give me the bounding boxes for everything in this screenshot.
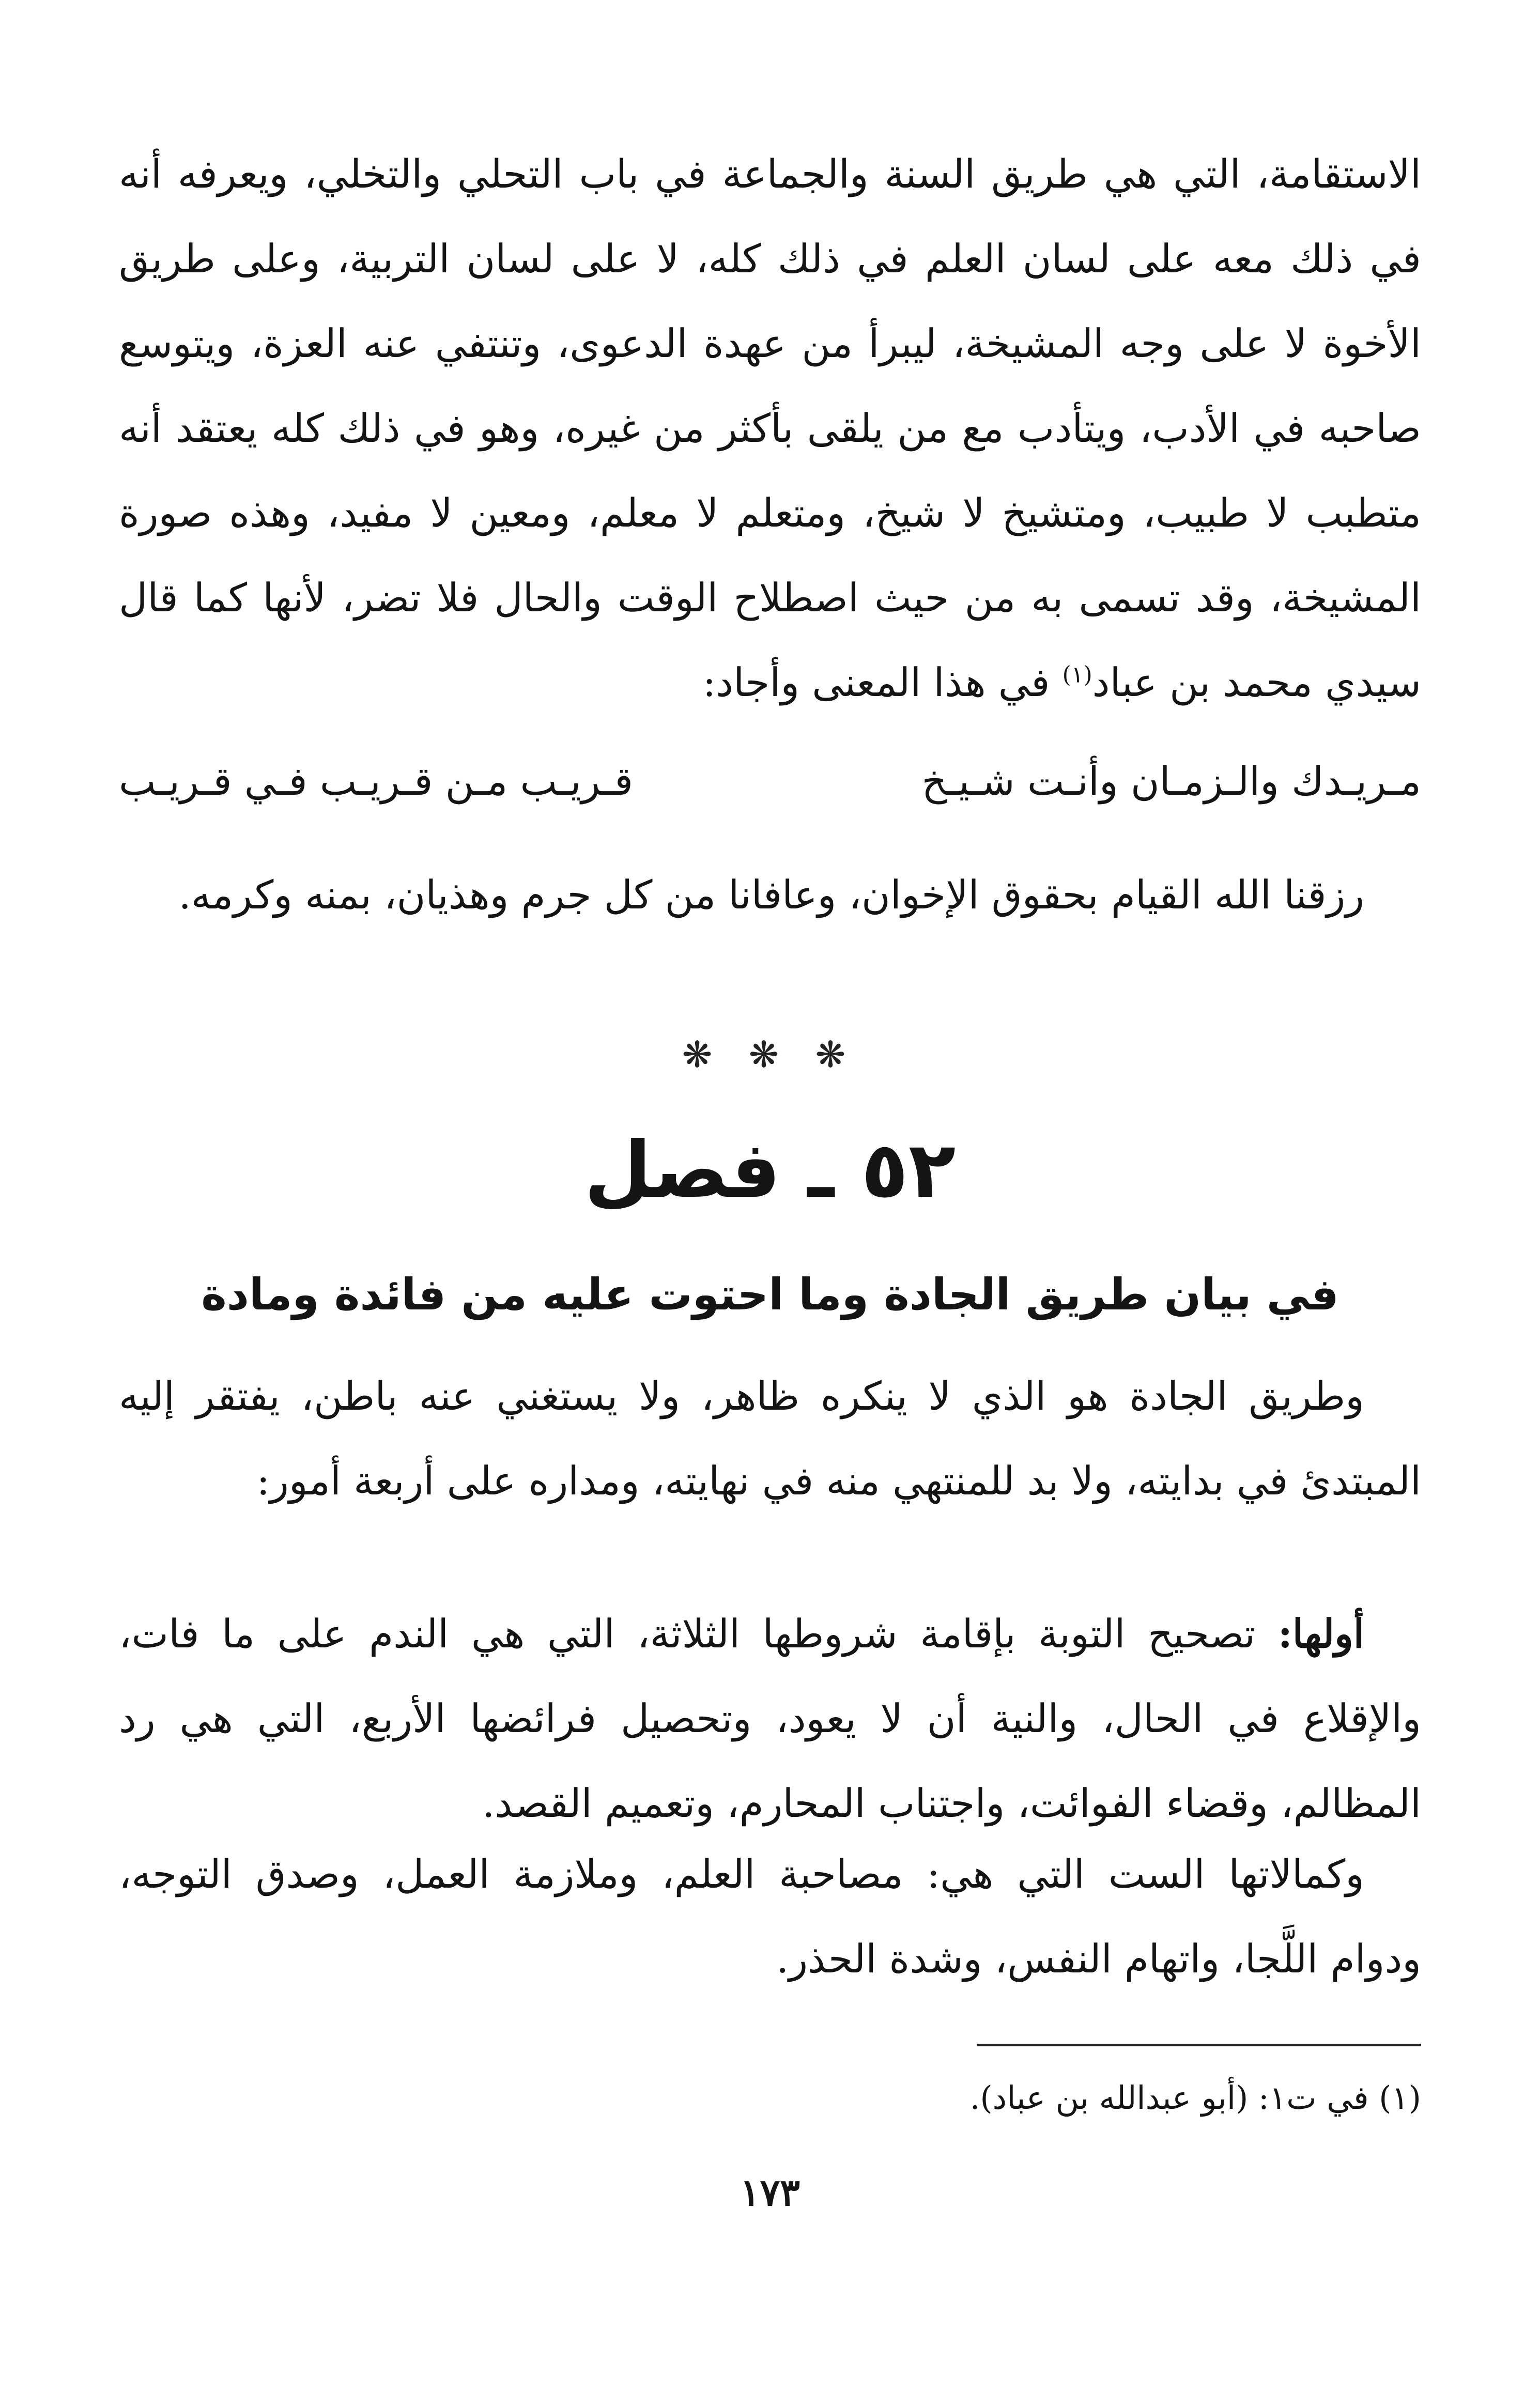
first-matter-paragraph <box>119 1592 1421 1846</box>
perfections-paragraph: وكمالاتها الست التي هي: مصاحبة العلم، وملازمة العمل، وصدق التوجه، ودوام اللَّجا، واتهام النفس، وشدة الحذر. <box>119 1851 1421 1982</box>
section-heading-number: ٥٢ ـ فصل <box>584 1125 956 1215</box>
closing-prayer-paragraph: رزقنا الله القيام بحقوق الإخوان، وعافانا من كل جرم وهذيان، بمنه وكرمه. <box>178 872 1364 918</box>
paragraph-text-end: في هذا المعنى وأجاد: <box>702 659 1050 705</box>
poetry-verse <box>119 739 1421 824</box>
section-separator-icon: ❋ ❋ ❋ <box>682 1033 858 1076</box>
paragraph-continuation <box>119 132 1421 725</box>
verse-first-hemistich: مـريـدك والـزمـان وأنـت شـيـخ <box>921 758 1421 804</box>
footnote-reference[interactable]: (١) <box>1062 661 1092 688</box>
section-intro-paragraph: وطريق الجادة هو الذي لا ينكره ظاهر، ولا يستغني عنه باطن، يفتقر إليه المبتدئ في بدايته، ولا بد للمنتهي منه في نهايته، ومداره على أربعة أمور: <box>119 1373 1421 1504</box>
verse-second-hemistich: قـريـب مـن قـريـب فـي قـريـب <box>119 758 634 804</box>
paragraph-lead-word: أولها: <box>1277 1611 1364 1657</box>
footnote: (١) في ت١: (أبو عبدالله بن عباد). <box>969 2079 1421 2117</box>
footnote-divider <box>977 2044 1421 2046</box>
paragraph-text: تصحيح التوبة بإقامة شروطها الثلاثة، التي هي الندم على ما فات، والإقلاع في الحال، والنية أن لا يعود، وتحصيل فرائضها الأربع، التي هي رد المظالم، وقضاء الفوائت، واجتناب المحارم، وتعميم القصد. <box>119 1611 1421 1826</box>
page-number: ١٧٣ <box>740 2170 800 2214</box>
paragraph-text: الاستقامة، التي هي طريق السنة والجماعة في باب التحلي والتخلي، ويعرفه أنه في ذلك معه على لسان العلم في ذلك كله، لا على لسان التربية، وعلى طريق الأخوة لا على وجه المشيخة، ليبرأ من عهدة الدعوى، وتنتفي عنه العزة، ويتوسع صاحبه في الأدب، ويتأدب مع من يلقى بأكثر من غيره، وهو في ذلك كله يعتقد أنه متطبب لا طبيب، ومتشيخ لا شيخ، ومتعلم لا معلم، ومعين لا مفيد، وهذه صورة المشيخة، وقد تسمى به من حيث اصطلاح الوقت والحال فلا تضر، لأنها كما قال سيدي محمد بن عباد <box>119 151 1421 705</box>
section-heading-title: في بيان طريق الجادة وما احتوت عليه من فائدة ومادة <box>201 1269 1339 1320</box>
